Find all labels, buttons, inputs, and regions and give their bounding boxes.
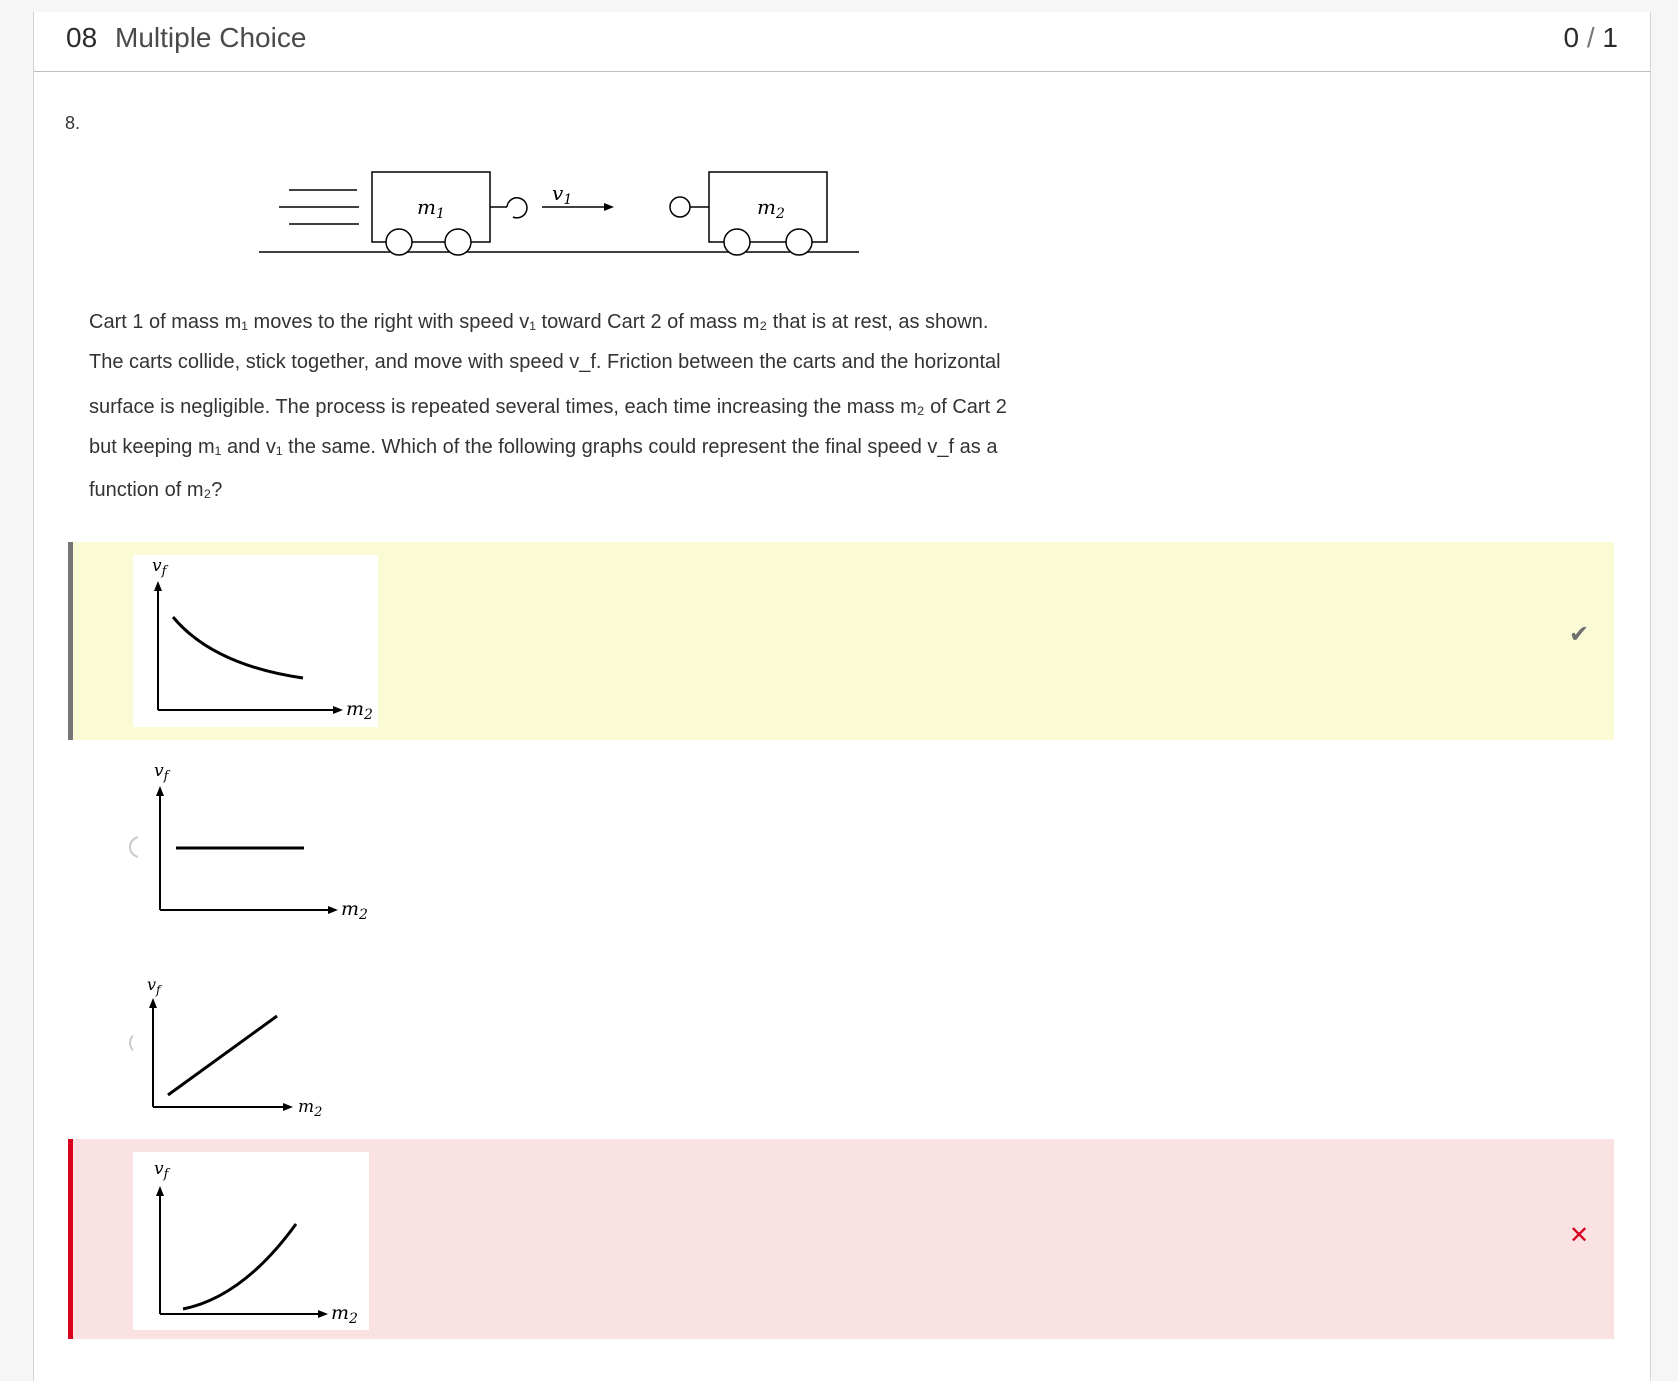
carts-figure — [259, 162, 859, 262]
question-type: Multiple Choice — [115, 22, 307, 53]
plot-curve — [173, 617, 303, 678]
choice-b[interactable] — [68, 752, 1614, 952]
x-axis-label: $m_2$ — [341, 898, 368, 923]
choice-c-graph — [133, 962, 353, 1127]
item-label: 8. — [65, 113, 81, 133]
question-number: 08 — [66, 22, 98, 53]
stem-line: surface is negligible. The process is repeated several times, each time increasing the mass m₂ of Cart 2 — [89, 396, 1007, 418]
plot-curve — [183, 1224, 296, 1309]
choice-d-graph — [133, 1152, 369, 1330]
x-axis-label: $m_2$ — [331, 1302, 358, 1327]
score-earned: 0 — [1563, 22, 1580, 53]
choice-d[interactable] — [68, 1139, 1614, 1339]
stem-line: Cart 1 of mass m₁ moves to the right with speed v₁ toward Cart 2 of mass m₂ that is at rest, as shown. — [89, 311, 989, 333]
cart2-label: $m_2$ — [757, 195, 785, 222]
cart2-ring — [670, 197, 690, 217]
plot-line — [168, 1016, 277, 1095]
y-axis-label: $v_f$ — [154, 761, 169, 784]
choice-b-graph — [138, 752, 378, 937]
question-card — [33, 12, 1651, 1381]
choice-a-graph — [133, 555, 378, 727]
cart1-hook — [507, 198, 527, 218]
y-axis-label: $v_f$ — [152, 556, 167, 579]
choice-c[interactable] — [68, 962, 1614, 1142]
score — [1564, 22, 1619, 54]
question-header — [34, 12, 1650, 72]
incorrect-x-icon: ✕ — [1569, 1222, 1590, 1249]
x-axis-label: $m_2$ — [346, 698, 373, 723]
stem-line: function of m₂? — [89, 479, 223, 501]
cart1-wheel — [386, 229, 412, 255]
choice-a[interactable] — [68, 542, 1614, 740]
velocity-label: $v_1$ — [552, 181, 573, 208]
x-axis-label: $m_2$ — [298, 1097, 323, 1120]
y-axis-label: $v_f$ — [154, 1159, 169, 1182]
correct-check-icon: ✔ — [1569, 621, 1590, 648]
stem-line: The carts collide, stick together, and move with speed v_f. Friction between the carts and the horizontal — [89, 351, 1001, 373]
score-total: 1 — [1602, 22, 1618, 53]
cart2-wheel — [724, 229, 750, 255]
cart1-label: $m_1$ — [417, 195, 445, 222]
score-separator: / — [1579, 22, 1603, 53]
cart1-wheel — [445, 229, 471, 255]
y-axis-label: $v_f$ — [147, 975, 161, 997]
cart2-wheel — [786, 229, 812, 255]
stem-line: but keeping m₁ and v₁ the same. Which of the following graphs could represent the final speed v_f as a — [89, 436, 998, 458]
velocity-arrowhead — [604, 203, 614, 211]
